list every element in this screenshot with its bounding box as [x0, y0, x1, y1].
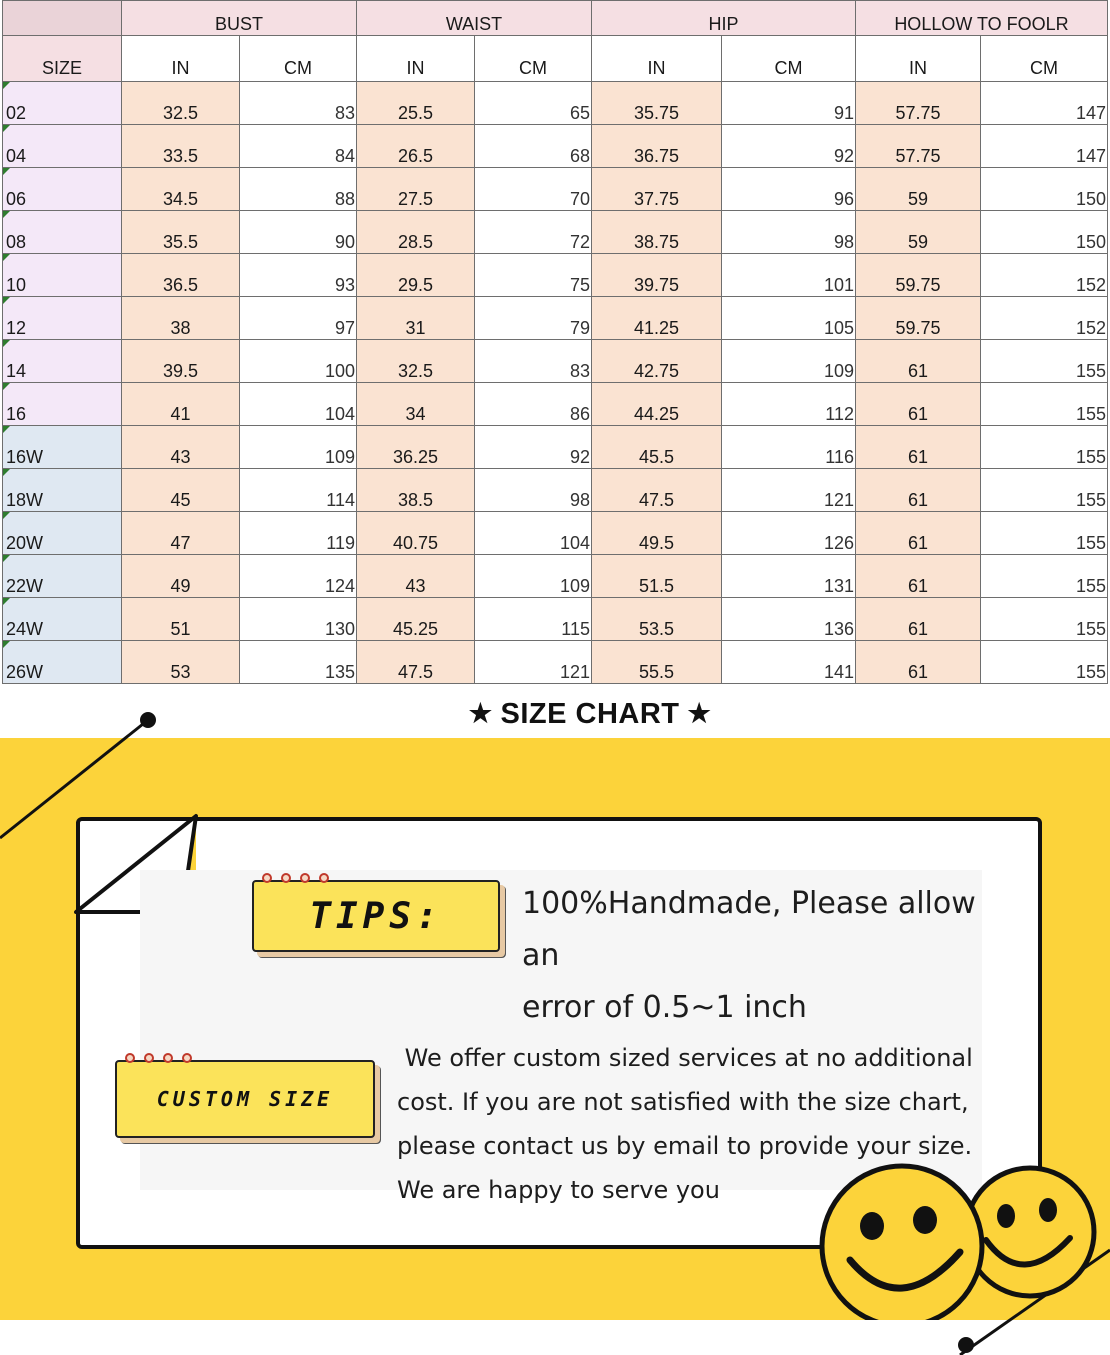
size-cell: 16W [3, 426, 122, 469]
inch-value-cell: 38 [122, 297, 240, 340]
unit-header-row [3, 36, 1108, 82]
size-cell: 24W [3, 598, 122, 641]
inch-value-cell: 25.5 [357, 82, 475, 125]
cm-value-cell: 150 [981, 211, 1108, 254]
cm-value-cell: 155 [981, 598, 1108, 641]
tips-tag [252, 880, 500, 952]
cm-value-cell: 104 [475, 512, 592, 555]
unit-in-header: IN [592, 36, 722, 82]
inch-value-cell: 51 [122, 598, 240, 641]
cm-value-cell: 115 [475, 598, 592, 641]
custom-line: please contact us by email to provide your size. [397, 1132, 973, 1160]
inch-value-cell: 39.75 [592, 254, 722, 297]
cm-value-cell: 121 [475, 641, 592, 684]
smiley-face-icon [966, 1168, 1094, 1296]
inch-value-cell: 57.75 [856, 82, 981, 125]
cm-value-cell: 130 [240, 598, 357, 641]
cm-value-cell: 109 [475, 555, 592, 598]
custom-line: We are happy to serve you [397, 1176, 720, 1204]
inch-value-cell: 38.75 [592, 211, 722, 254]
inch-value-cell: 57.75 [856, 125, 981, 168]
inch-value-cell: 61 [856, 641, 981, 684]
unit-cm-header: CM [981, 36, 1108, 82]
cm-value-cell: 109 [722, 340, 856, 383]
custom-size-tag [115, 1060, 375, 1138]
custom-line: cost. If you are not satisfied with the size chart, [397, 1088, 969, 1116]
inch-value-cell: 59.75 [856, 254, 981, 297]
size-cell: 26W [3, 641, 122, 684]
unit-cm-header: CM [240, 36, 357, 82]
size-cell: 12 [3, 297, 122, 340]
inch-value-cell: 41.25 [592, 297, 722, 340]
inch-value-cell: 26.5 [357, 125, 475, 168]
cm-value-cell: 70 [475, 168, 592, 211]
inch-value-cell: 28.5 [357, 211, 475, 254]
inch-value-cell: 41 [122, 383, 240, 426]
size-cell: 20W [3, 512, 122, 555]
inch-value-cell: 32.5 [357, 340, 475, 383]
cm-value-cell: 97 [240, 297, 357, 340]
cm-value-cell: 155 [981, 383, 1108, 426]
inch-value-cell: 45.5 [592, 426, 722, 469]
inch-value-cell: 47.5 [357, 641, 475, 684]
header-corner [3, 1, 122, 36]
smiley-face-icon [822, 1166, 982, 1320]
table-row [3, 254, 1108, 297]
size-chart-heading [0, 698, 1110, 731]
table-row [3, 211, 1108, 254]
size-cell: 18W [3, 469, 122, 512]
inch-value-cell: 49.5 [592, 512, 722, 555]
inch-value-cell: 61 [856, 426, 981, 469]
cm-value-cell: 98 [475, 469, 592, 512]
inch-value-cell: 35.5 [122, 211, 240, 254]
cm-value-cell: 121 [722, 469, 856, 512]
cm-value-cell: 84 [240, 125, 357, 168]
cm-value-cell: 72 [475, 211, 592, 254]
group-hollow-to-floor: HOLLOW TO FOOLR [856, 1, 1108, 36]
size-cell: 06 [3, 168, 122, 211]
unit-in-header: IN [122, 36, 240, 82]
cm-value-cell: 150 [981, 168, 1108, 211]
cm-value-cell: 88 [240, 168, 357, 211]
cm-value-cell: 83 [240, 82, 357, 125]
star-icon: ★ [468, 698, 493, 728]
table-row [3, 426, 1108, 469]
tips-line: error of 0.5~1 inch [522, 990, 807, 1025]
inch-value-cell: 34.5 [122, 168, 240, 211]
inch-value-cell: 27.5 [357, 168, 475, 211]
inch-value-cell: 53.5 [592, 598, 722, 641]
cm-value-cell: 152 [981, 254, 1108, 297]
cm-value-cell: 92 [722, 125, 856, 168]
size-cell: 16 [3, 383, 122, 426]
table-row [3, 641, 1108, 684]
table-row [3, 82, 1108, 125]
cm-value-cell: 124 [240, 555, 357, 598]
cm-value-cell: 119 [240, 512, 357, 555]
inch-value-cell: 34 [357, 383, 475, 426]
size-table-body [3, 82, 1108, 684]
table-row [3, 469, 1108, 512]
inch-value-cell: 61 [856, 340, 981, 383]
size-cell: 14 [3, 340, 122, 383]
inch-value-cell: 36.25 [357, 426, 475, 469]
inch-value-cell: 59 [856, 168, 981, 211]
inch-value-cell: 61 [856, 555, 981, 598]
cm-value-cell: 83 [475, 340, 592, 383]
inch-value-cell: 53 [122, 641, 240, 684]
inch-value-cell: 36.75 [592, 125, 722, 168]
custom-line: We offer custom sized services at no additional [397, 1044, 973, 1072]
cm-value-cell: 101 [722, 254, 856, 297]
inch-value-cell: 32.5 [122, 82, 240, 125]
inch-value-cell: 49 [122, 555, 240, 598]
size-cell: 08 [3, 211, 122, 254]
cm-value-cell: 96 [722, 168, 856, 211]
table-row [3, 297, 1108, 340]
inch-value-cell: 55.5 [592, 641, 722, 684]
cm-value-cell: 155 [981, 641, 1108, 684]
table-row [3, 340, 1108, 383]
cm-value-cell: 91 [722, 82, 856, 125]
cm-value-cell: 136 [722, 598, 856, 641]
inch-value-cell: 45 [122, 469, 240, 512]
inch-value-cell: 43 [122, 426, 240, 469]
group-hip: HIP [592, 1, 856, 36]
group-waist: WAIST [357, 1, 592, 36]
table-row [3, 168, 1108, 211]
cm-value-cell: 126 [722, 512, 856, 555]
table-row [3, 555, 1108, 598]
tips-text [522, 878, 1022, 1034]
cm-value-cell: 112 [722, 383, 856, 426]
table-row [3, 512, 1108, 555]
cm-value-cell: 141 [722, 641, 856, 684]
tips-line: 100%Handmade, Please allow an [522, 886, 976, 973]
cm-value-cell: 98 [722, 211, 856, 254]
cm-value-cell: 86 [475, 383, 592, 426]
group-bust: BUST [122, 1, 357, 36]
inch-value-cell: 44.25 [592, 383, 722, 426]
cm-value-cell: 155 [981, 512, 1108, 555]
cm-value-cell: 114 [240, 469, 357, 512]
table-row [3, 598, 1108, 641]
inch-value-cell: 45.25 [357, 598, 475, 641]
cm-value-cell: 75 [475, 254, 592, 297]
cm-value-cell: 116 [722, 426, 856, 469]
size-table [2, 0, 1108, 684]
cm-value-cell: 79 [475, 297, 592, 340]
inch-value-cell: 47.5 [592, 469, 722, 512]
cm-value-cell: 104 [240, 383, 357, 426]
inch-value-cell: 42.75 [592, 340, 722, 383]
unit-cm-header: CM [722, 36, 856, 82]
cm-value-cell: 93 [240, 254, 357, 297]
inch-value-cell: 59 [856, 211, 981, 254]
inch-value-cell: 59.75 [856, 297, 981, 340]
cm-value-cell: 65 [475, 82, 592, 125]
inch-value-cell: 29.5 [357, 254, 475, 297]
cm-value-cell: 155 [981, 340, 1108, 383]
cm-value-cell: 147 [981, 125, 1108, 168]
inch-value-cell: 61 [856, 383, 981, 426]
tips-label: TIPS: [309, 895, 443, 937]
star-icon: ★ [687, 698, 712, 728]
size-cell: 02 [3, 82, 122, 125]
cm-value-cell: 155 [981, 555, 1108, 598]
cm-value-cell: 100 [240, 340, 357, 383]
unit-cm-header: CM [475, 36, 592, 82]
cm-value-cell: 155 [981, 426, 1108, 469]
cm-value-cell: 152 [981, 297, 1108, 340]
inch-value-cell: 47 [122, 512, 240, 555]
cm-value-cell: 105 [722, 297, 856, 340]
inch-value-cell: 61 [856, 469, 981, 512]
inch-value-cell: 61 [856, 512, 981, 555]
cm-value-cell: 68 [475, 125, 592, 168]
inch-value-cell: 37.75 [592, 168, 722, 211]
size-cell: 04 [3, 125, 122, 168]
unit-in-header: IN [856, 36, 981, 82]
table-row [3, 383, 1108, 426]
inch-value-cell: 31 [357, 297, 475, 340]
cm-value-cell: 131 [722, 555, 856, 598]
group-header-row [3, 1, 1108, 36]
cm-value-cell: 155 [981, 469, 1108, 512]
cm-value-cell: 135 [240, 641, 357, 684]
cm-value-cell: 92 [475, 426, 592, 469]
inch-value-cell: 40.75 [357, 512, 475, 555]
smiley-faces [810, 1160, 1100, 1320]
cm-value-cell: 109 [240, 426, 357, 469]
inch-value-cell: 51.5 [592, 555, 722, 598]
inch-value-cell: 33.5 [122, 125, 240, 168]
inch-value-cell: 36.5 [122, 254, 240, 297]
inch-value-cell: 39.5 [122, 340, 240, 383]
size-cell: 22W [3, 555, 122, 598]
cm-value-cell: 147 [981, 82, 1108, 125]
cm-value-cell: 90 [240, 211, 357, 254]
unit-in-header: IN [357, 36, 475, 82]
inch-value-cell: 61 [856, 598, 981, 641]
size-cell: 10 [3, 254, 122, 297]
inch-value-cell: 35.75 [592, 82, 722, 125]
size-column-header: SIZE [3, 36, 122, 82]
inch-value-cell: 43 [357, 555, 475, 598]
table-row [3, 125, 1108, 168]
custom-size-label: CUSTOM SIZE [156, 1087, 334, 1111]
inch-value-cell: 38.5 [357, 469, 475, 512]
size-chart-title: SIZE CHART [500, 698, 680, 730]
